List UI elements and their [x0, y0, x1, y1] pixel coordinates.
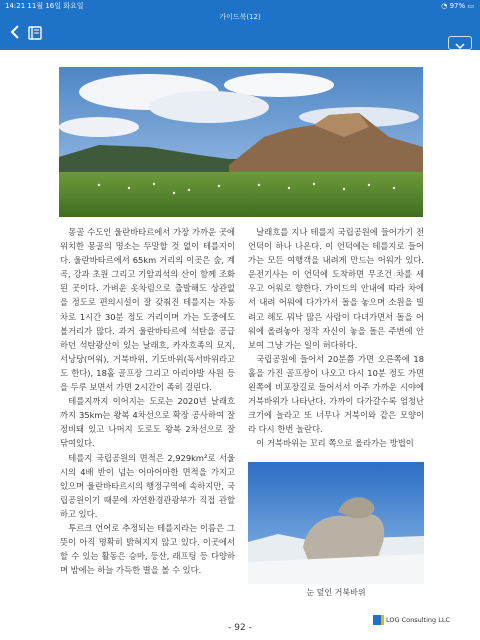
- terelj-landscape-photo: [59, 67, 423, 217]
- reader-navbar: [0, 12, 480, 50]
- paragraph: 이 거북바위는 꼬리 쪽으로 올라가는 방법이: [256, 438, 414, 449]
- wifi-icon: ◔: [441, 2, 448, 10]
- status-right: [441, 0, 474, 12]
- chevron-down-icon[interactable]: [448, 36, 472, 50]
- article-right-column: [248, 225, 424, 451]
- publisher-name: LOG Consulting LLC: [385, 616, 450, 624]
- clock-text: 14:21: [5, 2, 26, 10]
- turtle-rock-photo: [248, 462, 424, 584]
- date-text: 11월 16일 화요일: [27, 2, 84, 10]
- document-title: 가이드북(12): [219, 13, 261, 21]
- status-bar: [0, 0, 480, 12]
- page-number: - 92 -: [228, 623, 252, 633]
- paragraph: 몽골 수도인 울란바타르에서 가장 가까운 곳에 위치한 몽골의 명소는 두말할 것 없이 테를지이다. 울란바타르에서 65km 거리의 이곳은 숲, 계곡, 강과 초원 그리고 기암괴석의 산이 함께 조화된 곳이다. 가벼운 옷차림으로 출발해도 상관없을 정도로 편의시설이 잘 갖춰진 테를지는 자동차로 1시간 30분 정도 거리이며 가는 도중에도 볼거리가 많다. 과거 울란바타르에 석탄을 공급하던 석탄광산이 있는 날래흐, 카자흐족의 묘지, 서낭당(어워), 거북바위, 기도바위(독서바위라고도 한다), 18홀 골프장 그리고 아리야발 사원 등을 두루 보면서 가면 2시간이 족히 걸린다.: [60, 227, 235, 393]
- back-arrow-icon[interactable]: [8, 24, 24, 40]
- status-time: [5, 0, 84, 12]
- document-page: [0, 50, 480, 640]
- paragraph: 테를지 국립공원의 면적은 2,929km²로 서울시의 4배 반이 넘는 어마어마한 면적을 가지고 있으며 울란바타르시의 행정구역에 속하지만, 국립공원이기 때문에 자연환경관광부가 직접 관할하고 있다.: [60, 452, 235, 519]
- battery-percent: 97%: [449, 2, 466, 10]
- photo-caption: 눈 덮인 거북바위: [306, 588, 366, 597]
- article-left-column: [60, 225, 235, 577]
- paragraph: 날래흐를 지나 테를지 국립공원에 들어가기 전 언덕이 하나 나온다. 이 언덕에는 테를지로 들어가는 모든 여행객을 내려게 만드는 어워가 있다. 운전기사는 이 언덕에 도착하면 무조건 차를 세우고 어워로 향한다. 가이드의 안내에 따라 차에서 내려 어워에 다가가서 돌을 놓으며 소원을 빌려고 해도 뭐낙 많은 사람이 다녀가면서 돌을 어워에 올려놓아 정작 자신이 놓을 돌은 주변에 안 보여 그냥 가는 일이 허다하다.: [248, 227, 424, 350]
- publisher-logo: [373, 615, 450, 625]
- paragraph: 국립공원에 들어서 20분쯤 가면 오른쪽에 18홀을 가진 골프장이 나오고 다시 10분 정도 가면 왼쪽에 비포장길로 들어서서 아주 가까운 시야에 거북바위가 나타난다. 가까이 다가갈수록 엄청난 크기에 놀라고 또 너무나 거북이와 같은 모양이라 다시 한번 놀란다.: [248, 353, 424, 435]
- logo-icon: [373, 615, 384, 625]
- paragraph: 테를지까지 이어지는 도로는 2020년 날래흐까지 35km는 왕복 4차선으로 확장 공사하여 잘 정비돼 있고 나머지 도로도 왕복 2차선으로 잘 닦여있다.: [60, 396, 235, 449]
- paragraph: 투르크 언어로 추정되는 테를지라는 이름은 그 뜻이 아직 명확히 밝혀지지 않고 있다. 이곳에서 할 수 있는 활동은 승마, 등산, 래프팅 등 다양하며 밤에는 하늘 가득한 별을 볼 수 있다.: [60, 522, 235, 576]
- battery-icon: ▭: [467, 2, 474, 10]
- book-icon[interactable]: [28, 25, 42, 39]
